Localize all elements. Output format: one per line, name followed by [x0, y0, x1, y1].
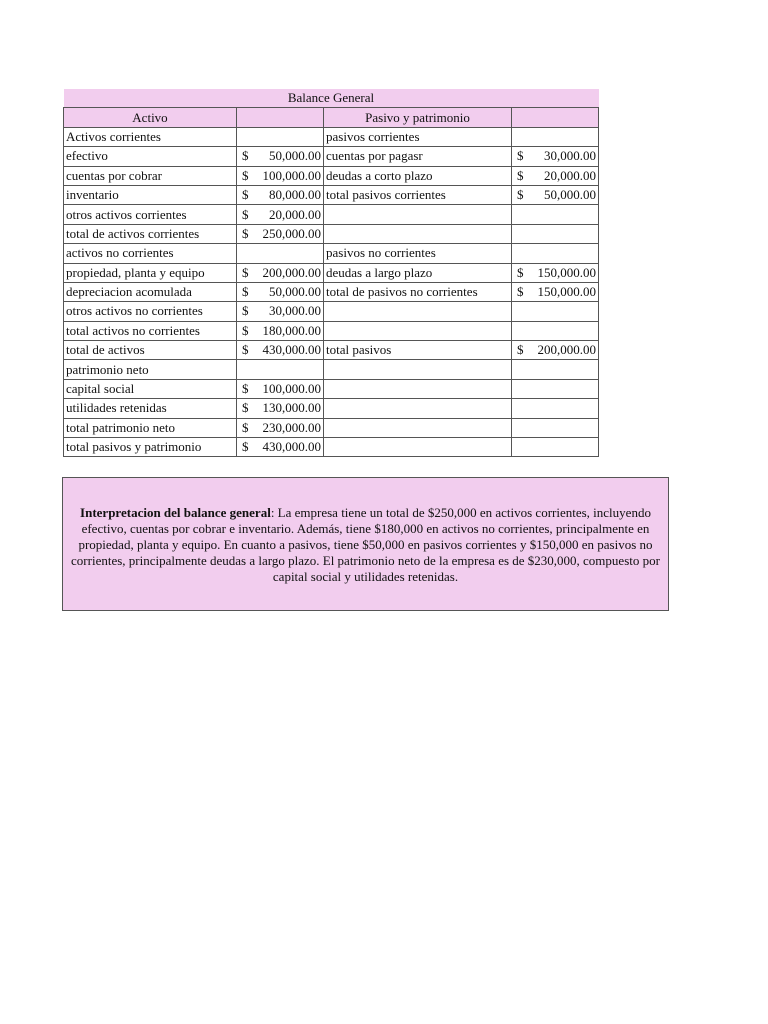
activo-label-cell[interactable]: otros activos no corrientes	[64, 302, 237, 321]
header-pasivo-patrimonio[interactable]: Pasivo y patrimonio	[324, 108, 512, 127]
pasivo-amount-cell[interactable]	[512, 360, 599, 379]
pasivo-amount-cell[interactable]	[512, 418, 599, 437]
header-empty-cell[interactable]	[237, 108, 324, 127]
amount-value: 200,000.00	[537, 342, 596, 358]
table-row	[64, 224, 599, 243]
table-row	[64, 302, 599, 321]
amount-value: 250,000.00	[262, 225, 321, 241]
currency-symbol: $	[242, 322, 249, 338]
activo-label-cell[interactable]: patrimonio neto	[64, 360, 237, 379]
pasivo-label-cell[interactable]	[324, 224, 512, 243]
pasivo-label-cell[interactable]	[324, 399, 512, 418]
activo-amount-cell[interactable]	[237, 399, 324, 418]
activo-amount-cell[interactable]	[237, 147, 324, 166]
currency-symbol: $	[242, 303, 249, 319]
pasivo-label-cell[interactable]	[324, 379, 512, 398]
pasivo-amount-cell[interactable]	[512, 341, 599, 360]
note-text: : La empresa tiene un total de $250,000 en activos corrientes, incluyendo efectivo, cuentas por cobrar e inventario. Además, tiene $180,000 en activos no corrientes, principalmente en propiedad, planta y equipo. En cuanto a pasivos, tiene $50,000 en pasivos corrientes y $150,000 en pasivos no corrientes, principalmente deudas a largo plazo. El patrimonio neto de la empresa es de $230,000, compuesto por capital social y utilidades retenidas.	[71, 505, 660, 584]
table-row	[64, 166, 599, 185]
activo-amount-cell[interactable]	[237, 379, 324, 398]
activo-amount-cell[interactable]	[237, 321, 324, 340]
currency-symbol: $	[242, 167, 249, 183]
currency-symbol: $	[517, 167, 524, 183]
currency-symbol: $	[242, 284, 249, 300]
table-row	[64, 438, 599, 457]
pasivo-label-cell[interactable]	[324, 302, 512, 321]
pasivo-label-cell[interactable]: deudas a largo plazo	[324, 263, 512, 282]
activo-amount-cell[interactable]	[237, 185, 324, 204]
activo-amount-cell[interactable]	[237, 263, 324, 282]
pasivo-label-cell[interactable]: deudas a corto plazo	[324, 166, 512, 185]
pasivo-amount-cell[interactable]	[512, 302, 599, 321]
amount-value: 30,000.00	[544, 148, 596, 164]
table-row	[64, 418, 599, 437]
amount-value: 50,000.00	[269, 148, 321, 164]
activo-label-cell[interactable]: total pasivos y patrimonio	[64, 438, 237, 457]
amount-value: 20,000.00	[269, 206, 321, 222]
activo-amount-cell[interactable]	[237, 244, 324, 263]
activo-amount-cell[interactable]	[237, 282, 324, 301]
currency-symbol: $	[517, 342, 524, 358]
amount-value: 430,000.00	[262, 439, 321, 455]
interpretation-note	[62, 477, 669, 611]
header-empty-cell[interactable]	[512, 108, 599, 127]
activo-label-cell[interactable]: total de activos corrientes	[64, 224, 237, 243]
currency-symbol: $	[242, 264, 249, 280]
currency-symbol: $	[242, 187, 249, 203]
currency-symbol: $	[242, 419, 249, 435]
amount-value: 50,000.00	[269, 284, 321, 300]
activo-label-cell[interactable]: inventario	[64, 185, 237, 204]
pasivo-amount-cell[interactable]	[512, 166, 599, 185]
activo-amount-cell[interactable]	[237, 418, 324, 437]
header-activo[interactable]: Activo	[64, 108, 237, 127]
title-row	[64, 89, 599, 108]
table-row	[64, 185, 599, 204]
pasivo-label-cell[interactable]: pasivos no corrientes	[324, 244, 512, 263]
activo-label-cell[interactable]: utilidades retenidas	[64, 399, 237, 418]
pasivo-amount-cell[interactable]	[512, 399, 599, 418]
table-row	[64, 205, 599, 224]
header-row	[64, 108, 599, 127]
note-heading: Interpretacion del balance general	[80, 505, 271, 520]
activo-label-cell[interactable]: depreciacion acomulada	[64, 282, 237, 301]
pasivo-amount-cell[interactable]	[512, 205, 599, 224]
pasivo-amount-cell[interactable]	[512, 282, 599, 301]
amount-value: 150,000.00	[537, 284, 596, 300]
amount-value: 50,000.00	[544, 187, 596, 203]
table-row	[64, 341, 599, 360]
pasivo-label-cell[interactable]	[324, 321, 512, 340]
activo-label-cell[interactable]: capital social	[64, 379, 237, 398]
currency-symbol: $	[242, 206, 249, 222]
currency-symbol: $	[242, 342, 249, 358]
table-row	[64, 379, 599, 398]
pasivo-label-cell[interactable]	[324, 438, 512, 457]
currency-symbol: $	[517, 148, 524, 164]
pasivo-label-cell[interactable]: total pasivos	[324, 341, 512, 360]
pasivo-label-cell[interactable]	[324, 205, 512, 224]
amount-value: 230,000.00	[262, 419, 321, 435]
currency-symbol: $	[242, 225, 249, 241]
activo-amount-cell[interactable]	[237, 302, 324, 321]
pasivo-label-cell[interactable]: total pasivos corrientes	[324, 185, 512, 204]
table-row	[64, 282, 599, 301]
activo-label-cell[interactable]: cuentas por cobrar	[64, 166, 237, 185]
pasivo-label-cell[interactable]: pasivos corrientes	[324, 127, 512, 146]
pasivo-amount-cell[interactable]	[512, 147, 599, 166]
activo-label-cell[interactable]: total patrimonio neto	[64, 418, 237, 437]
amount-value: 100,000.00	[262, 167, 321, 183]
activo-amount-cell[interactable]	[237, 166, 324, 185]
amount-value: 130,000.00	[262, 400, 321, 416]
activo-label-cell[interactable]: total de activos	[64, 341, 237, 360]
activo-label-cell[interactable]: otros activos corrientes	[64, 205, 237, 224]
pasivo-label-cell[interactable]	[324, 418, 512, 437]
activo-amount-cell[interactable]	[237, 360, 324, 379]
pasivo-amount-cell[interactable]	[512, 321, 599, 340]
currency-symbol: $	[517, 264, 524, 280]
currency-symbol: $	[517, 187, 524, 203]
activo-amount-cell[interactable]	[237, 205, 324, 224]
activo-amount-cell[interactable]	[237, 438, 324, 457]
activo-amount-cell[interactable]	[237, 341, 324, 360]
currency-symbol: $	[242, 381, 249, 397]
table-row	[64, 321, 599, 340]
activo-amount-cell[interactable]	[237, 127, 324, 146]
pasivo-amount-cell[interactable]	[512, 224, 599, 243]
currency-symbol: $	[242, 400, 249, 416]
table-row	[64, 360, 599, 379]
pasivo-label-cell[interactable]	[324, 360, 512, 379]
activo-label-cell[interactable]: efectivo	[64, 147, 237, 166]
sheet-title[interactable]: Balance General	[64, 89, 599, 108]
table-row	[64, 147, 599, 166]
pasivo-amount-cell[interactable]	[512, 185, 599, 204]
amount-value: 200,000.00	[262, 264, 321, 280]
amount-value: 20,000.00	[544, 167, 596, 183]
activo-label-cell[interactable]: Activos corrientes	[64, 127, 237, 146]
table-row	[64, 399, 599, 418]
amount-value: 80,000.00	[269, 187, 321, 203]
currency-symbol: $	[517, 284, 524, 300]
table-row	[64, 127, 599, 146]
amount-value: 100,000.00	[262, 381, 321, 397]
balance-sheet-table	[63, 89, 599, 457]
activo-label-cell[interactable]: activos no corrientes	[64, 244, 237, 263]
pasivo-amount-cell[interactable]	[512, 127, 599, 146]
pasivo-amount-cell[interactable]	[512, 244, 599, 263]
amount-value: 430,000.00	[262, 342, 321, 358]
pasivo-amount-cell[interactable]	[512, 263, 599, 282]
activo-label-cell[interactable]: total activos no corrientes	[64, 321, 237, 340]
currency-symbol: $	[242, 148, 249, 164]
amount-value: 180,000.00	[262, 322, 321, 338]
pasivo-amount-cell[interactable]	[512, 379, 599, 398]
pasivo-label-cell[interactable]: cuentas por pagasr	[324, 147, 512, 166]
pasivo-label-cell[interactable]: total de pasivos no corrientes	[324, 282, 512, 301]
amount-value: 150,000.00	[537, 264, 596, 280]
pasivo-amount-cell[interactable]	[512, 438, 599, 457]
activo-amount-cell[interactable]	[237, 224, 324, 243]
table-row	[64, 244, 599, 263]
amount-value: 30,000.00	[269, 303, 321, 319]
table-row	[64, 263, 599, 282]
activo-label-cell[interactable]: propiedad, planta y equipo	[64, 263, 237, 282]
currency-symbol: $	[242, 439, 249, 455]
